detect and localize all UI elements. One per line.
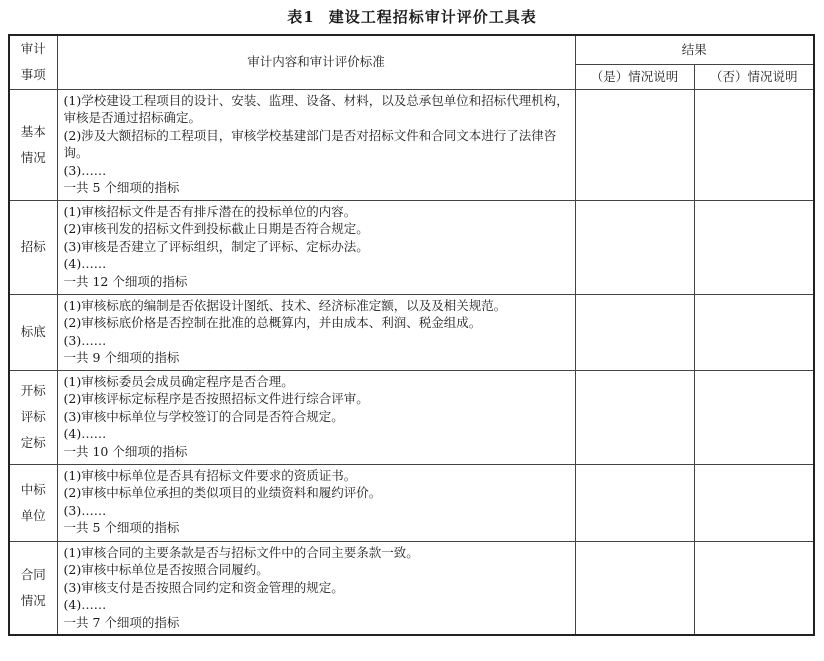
category-cell: [9, 370, 57, 464]
header-no-explanation: （否）情况说明: [694, 64, 814, 89]
category-line: 情况: [20, 149, 46, 165]
criteria-line: (3)审核中标单位与学校签订的合同是否符合规定。: [63, 408, 344, 424]
yes-explanation-cell: [575, 89, 694, 200]
no-explanation-cell: [694, 464, 814, 541]
criteria-line: 一共 5 个细项的指标: [63, 180, 180, 196]
yes-explanation-cell: [575, 200, 694, 294]
no-explanation-cell: [694, 370, 814, 464]
no-explanation-cell: [694, 200, 814, 294]
header-criteria: 审计内容和审计评价标准: [57, 35, 575, 89]
criteria-line: (3)……: [63, 332, 107, 348]
table-row: [9, 200, 814, 294]
criteria-line: (3)审核支付是否按照合同约定和资金管理的规定。: [63, 579, 344, 595]
table-row: [9, 294, 814, 370]
criteria-line: (2)审核标底价格是否控制在批准的总概算内，并由成本、利润、税金组成。: [63, 315, 482, 331]
category-line: 合同: [20, 566, 46, 582]
criteria-cell: [57, 464, 575, 541]
category-cell: [9, 200, 57, 294]
category-line: 开标: [20, 383, 46, 398]
table-number: 表1: [287, 8, 315, 26]
yes-explanation-cell: [575, 370, 694, 464]
criteria-line: (2)审核评标定标程序是否按照招标文件进行综合评审。: [63, 391, 369, 407]
category-line: 定标: [20, 435, 46, 450]
yes-explanation-cell: [575, 464, 694, 541]
table-caption: [0, 6, 824, 27]
table-title: 建设工程招标审计评价工具表: [328, 8, 537, 26]
no-explanation-cell: [694, 294, 814, 370]
header-yes-explanation: （是）情况说明: [575, 64, 694, 89]
yes-explanation-cell: [575, 294, 694, 370]
criteria-line: (2)涉及大额招标的工程项目，审核学校基建部门是否对招标文件和合同文本进行了法律咨询。: [63, 127, 557, 161]
table-row: [9, 89, 814, 200]
yes-explanation-cell: [575, 541, 694, 635]
criteria-line: 一共 7 个细项的指标: [63, 614, 180, 630]
category-cell: [9, 294, 57, 370]
no-explanation-cell: [694, 89, 814, 200]
criteria-line: (1)审核标底的编制是否依据设计图纸、技术、经济标准定额，以及及相关规范。: [63, 297, 507, 313]
category-line: 评标: [20, 409, 46, 424]
audit-evaluation-table: [8, 34, 815, 636]
criteria-line: 一共 10 个细项的指标: [63, 443, 188, 459]
criteria-cell: [57, 294, 575, 370]
criteria-line: (1)审核招标文件是否有排斥潜在的投标单位的内容。: [63, 203, 357, 219]
criteria-line: (2)审核中标单位是否按照合同履约。: [63, 562, 269, 578]
criteria-line: (1)审核标委员会成员确定程序是否合理。: [63, 373, 294, 389]
header-row-1: [9, 35, 814, 64]
criteria-line: (3)……: [63, 502, 107, 518]
criteria-line: (3)……: [63, 162, 107, 178]
criteria-line: (4)……: [63, 597, 107, 613]
header-item-line: 审计: [20, 41, 46, 57]
criteria-line: (1)学校建设工程项目的设计、安装、监理、设备、材料，以及总承包单位和招标代理机构，审核是否通过招标确定。: [63, 92, 569, 126]
header-audit-item: [9, 35, 57, 89]
criteria-line: 一共 12 个细项的指标: [63, 273, 188, 289]
category-cell: [9, 541, 57, 635]
criteria-cell: [57, 370, 575, 464]
criteria-line: (4)……: [63, 426, 107, 442]
category-line: 招标: [20, 239, 46, 254]
criteria-line: (2)审核中标单位承担的类似项目的业绩资料和履约评价。: [63, 485, 382, 501]
no-explanation-cell: [694, 541, 814, 635]
criteria-line: (4)……: [63, 256, 107, 272]
category-cell: [9, 464, 57, 541]
category-cell: [9, 89, 57, 200]
header-result: 结果: [575, 35, 814, 64]
category-line: 标底: [20, 324, 46, 339]
criteria-cell: [57, 541, 575, 635]
category-line: 单位: [20, 507, 46, 523]
table-row: [9, 464, 814, 541]
criteria-cell: [57, 89, 575, 200]
table-row: [9, 370, 814, 464]
table-row: [9, 541, 814, 635]
criteria-line: (2)审核刊发的招标文件到投标截止日期是否符合规定。: [63, 221, 369, 237]
criteria-cell: [57, 200, 575, 294]
criteria-line: (3)审核是否建立了评标组织，制定了评标、定标办法。: [63, 238, 369, 254]
category-line: 情况: [20, 592, 46, 608]
category-line: 基本: [20, 123, 46, 139]
header-item-line: 事项: [20, 67, 46, 83]
criteria-line: (1)审核合同的主要条款是否与招标文件中的合同主要条款一致。: [63, 544, 419, 560]
criteria-line: 一共 9 个细项的指标: [63, 350, 180, 366]
category-line: 中标: [20, 481, 46, 497]
criteria-line: 一共 5 个细项的指标: [63, 520, 180, 536]
criteria-line: (1)审核中标单位是否具有招标文件要求的资质证书。: [63, 467, 357, 483]
